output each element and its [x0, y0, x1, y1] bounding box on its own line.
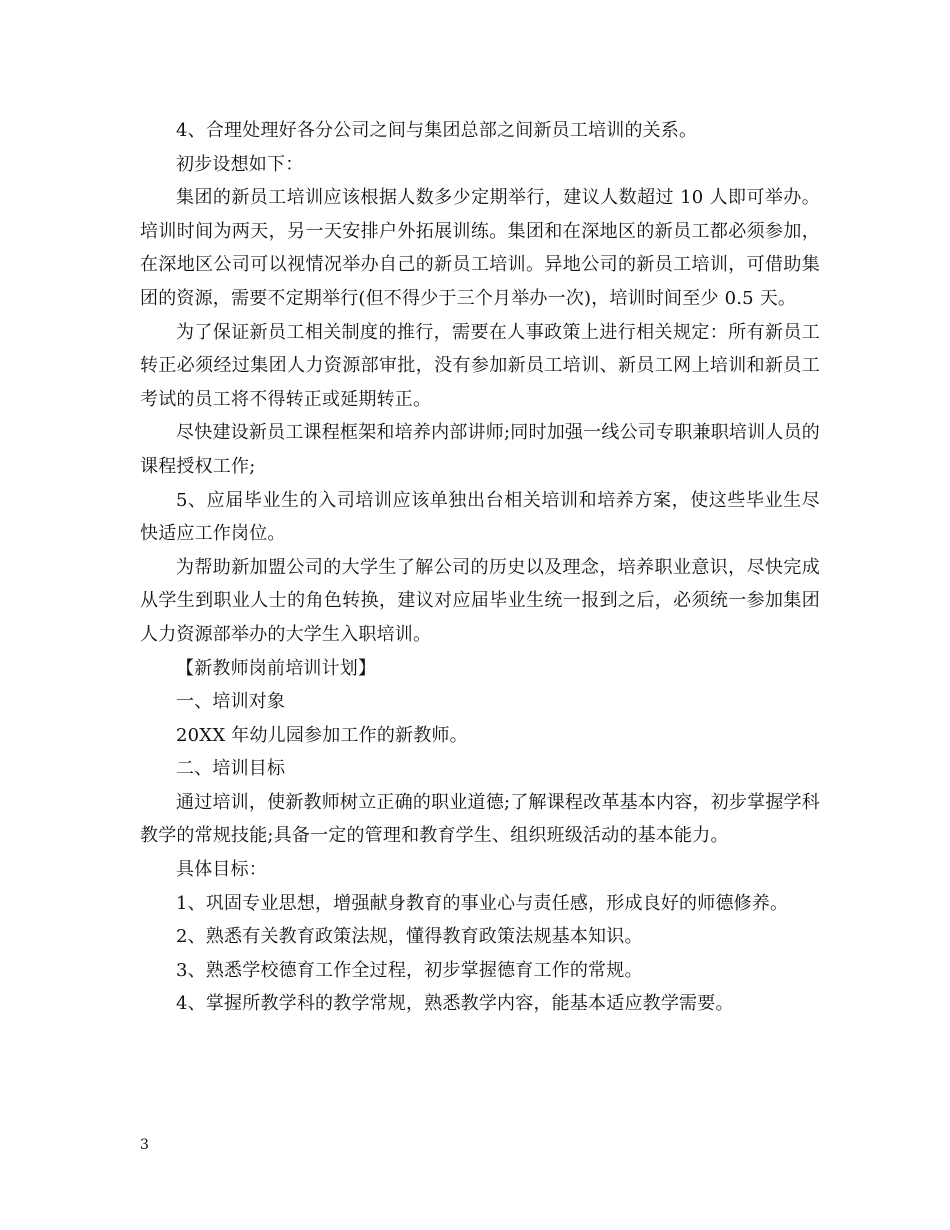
- paragraph-course-framework: 尽快建设新员工课程框架和培养内部讲师;同时加强一线公司专职兼职培训人员的课程授权工作;: [140, 422, 820, 477]
- document-body: [140, 114, 820, 1021]
- list-item-goal-2: 2、熟悉有关教育政策法规，懂得教育政策法规基本知识。: [176, 926, 643, 948]
- paragraph-branch-relations: 4、合理处理好各分公司之间与集团总部之间新员工培训的关系。: [176, 120, 698, 141]
- paragraph-graduates: 5、应届毕业生的入司培训应该单独出台相关培训和培养方案，使这些毕业生尽快适应工作岗位。: [140, 489, 820, 545]
- paragraph-new-teachers: 20XX 年幼儿园参加工作的新教师。: [176, 724, 468, 746]
- heading-training-goals: 二、培训目标: [176, 758, 286, 780]
- paragraph-goals-overview: 通过培训，使新教师树立正确的职业道德;了解课程改革基本内容，初步掌握学科教学的常规技能;具备一定的管理和教育学生、组织班级活动的基本能力。: [140, 791, 820, 847]
- heading-specific-goals: 具体目标：: [176, 859, 267, 881]
- paragraph-graduate-onboarding: 为帮助新加盟公司的大学生了解公司的历史以及理念，培养职业意识，尽快完成从学生到职业人士的角色转换，建议对应届毕业生统一报到之后，必须统一参加集团人力资源部举办的大学生入职培训。: [140, 556, 820, 645]
- section-title-teacher-plan: 【新教师岗前培训计划】: [176, 657, 377, 679]
- paragraph-initial-plan: 初步设想如下：: [176, 153, 304, 175]
- list-item-goal-4: 4、掌握所教学科的教学常规，熟悉教学内容，能基本适应教学需要。: [176, 993, 734, 1015]
- list-item-goal-1: 1、巩固专业思想，增强献身教育的事业心与责任感，形成良好的师德修养。: [176, 892, 789, 914]
- paragraph-hr-policy: 为了保证新员工相关制度的推行，需要在人事政策上进行相关规定：所有新员工转正必须经过集团人力资源部审批，没有参加新员工培训、新员工网上培训和新员工考试的员工将不得转正或延期转正。: [140, 321, 820, 410]
- heading-training-targets: 一、培训对象: [176, 691, 286, 713]
- list-item-goal-3: 3、熟悉学校德育工作全过程，初步掌握德育工作的常规。: [176, 959, 643, 981]
- page-number: 3: [140, 1137, 149, 1153]
- paragraph-group-training: 集团的新员工培训应该根据人数多少定期举行，建议人数超过 10 人即可举办。培训时间为两天，另一天安排户外拓展训练。集团和在深地区的新员工都必须参加，在深地区公司可以视情况举办自己的新员工培训。异地公司的新员工培训，可借助集团的资源，需要不定期举行(但不得少于三个月举办一次)，培训时间至少 0.5 天。: [140, 187, 820, 309]
